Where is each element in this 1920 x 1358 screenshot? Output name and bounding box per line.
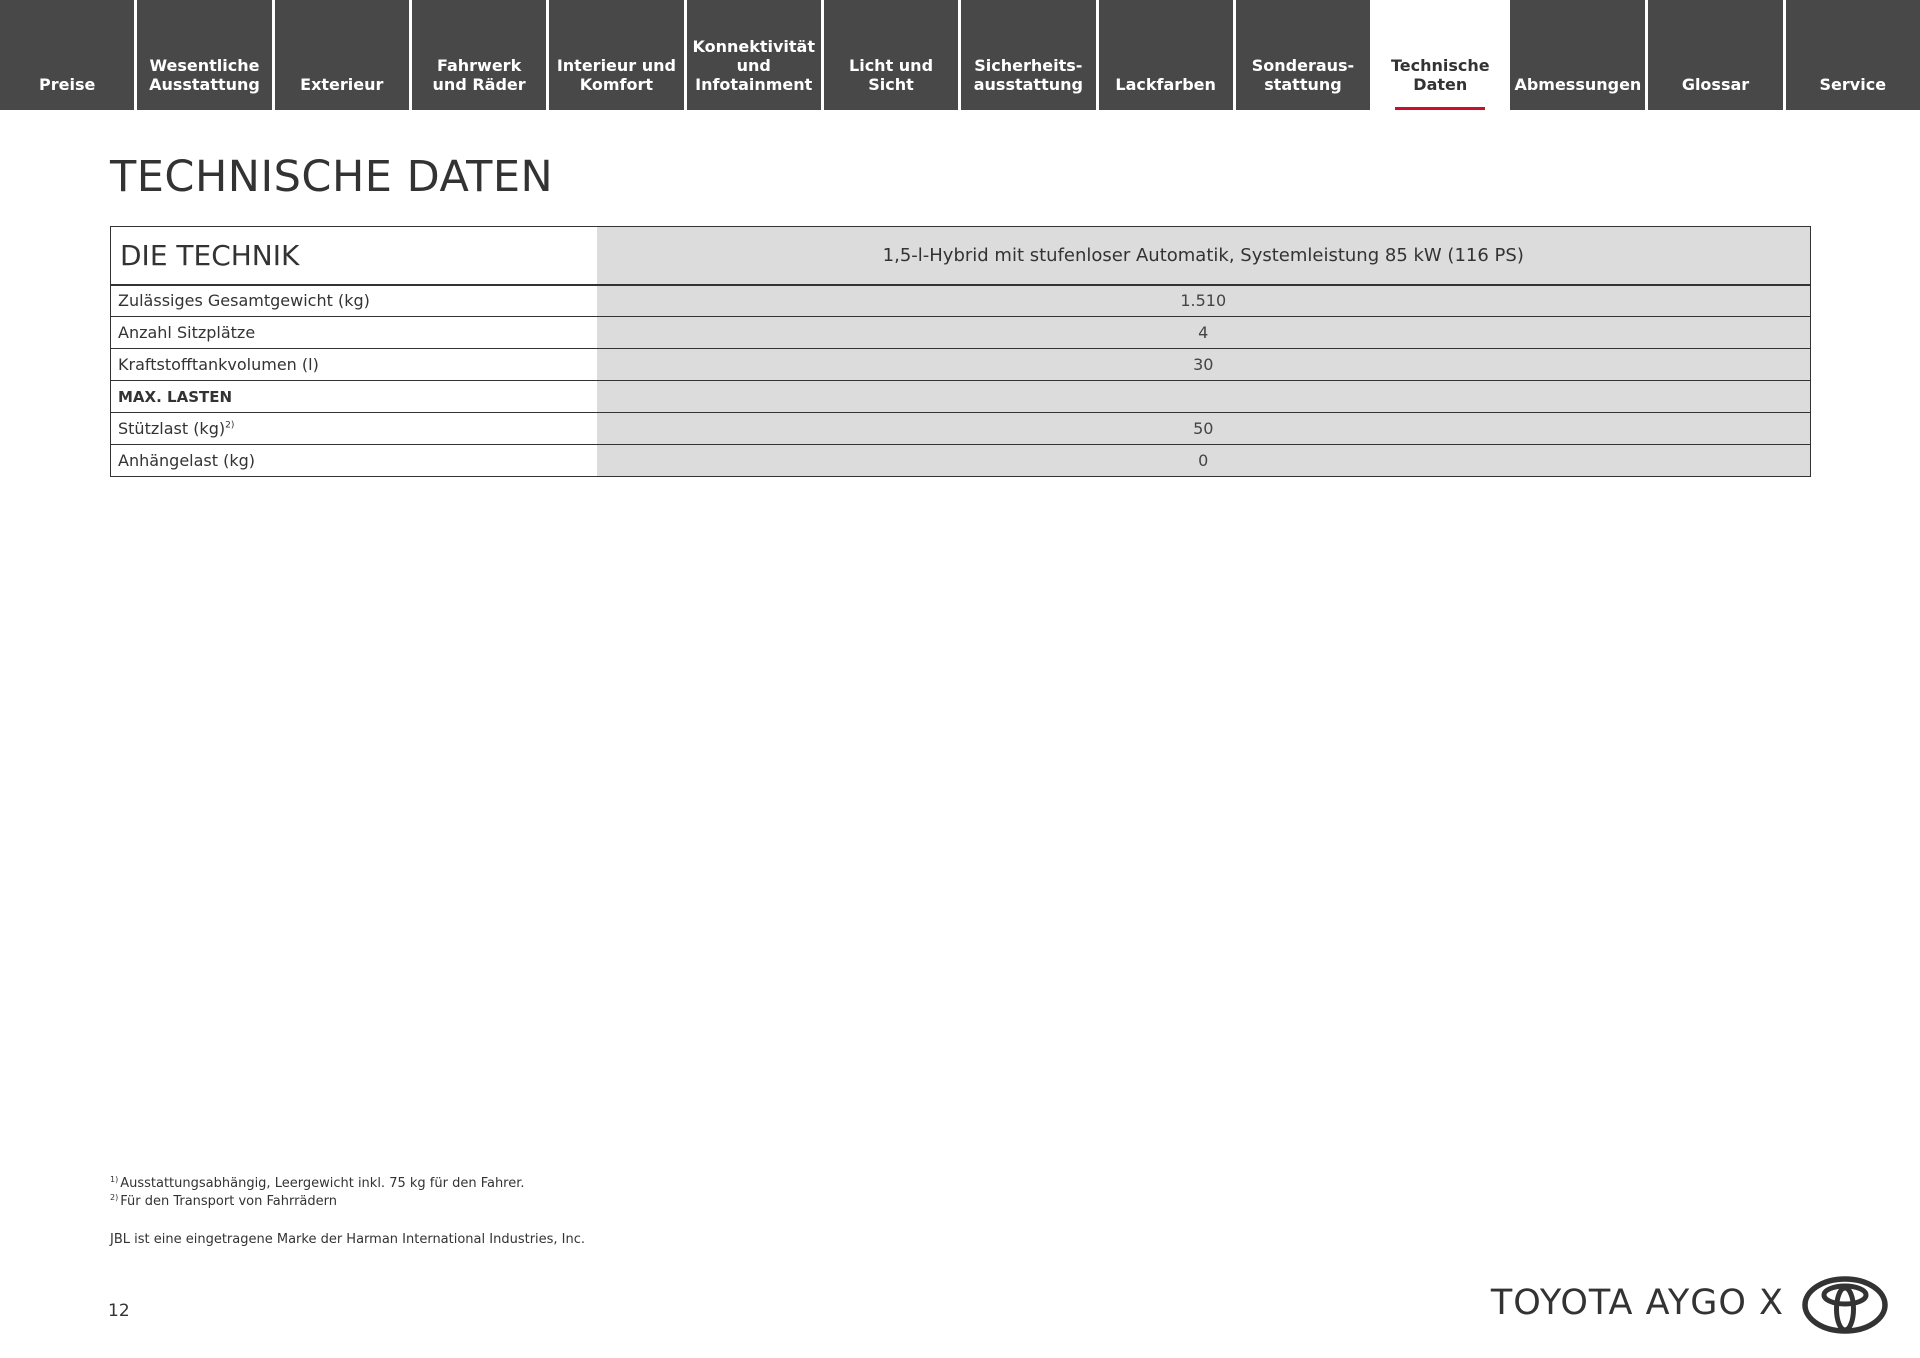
tab-konnektivitaet-und-infotainment[interactable]: Konnektivität und Infotainment [687,0,821,110]
tab-fahrwerk-und-raeder[interactable]: Fahrwerk und Räder [412,0,546,110]
table-row [111,285,1811,317]
table-header-row [111,227,1811,285]
row-label-text: Stützlast (kg) [118,419,226,438]
tab-service[interactable]: Service [1786,0,1920,110]
footnote [110,1193,585,1211]
footnote-ref: 2) [225,420,235,431]
footnotes [110,1175,585,1249]
row-value: 0 [597,445,1811,477]
footnote-mark: 2) [110,1192,119,1202]
tab-glossar[interactable]: Glossar [1648,0,1782,110]
tab-lackfarben[interactable]: Lackfarben [1099,0,1233,110]
row-label: Zulässiges Gesamtgewicht (kg) [111,285,597,317]
footnote-mark: 1) [110,1174,119,1184]
table-row [111,413,1811,445]
row-value: 30 [597,349,1811,381]
tab-preise[interactable]: Preise [0,0,134,110]
row-label: Kraftstofftankvolumen (l) [111,349,597,381]
table-row [111,317,1811,349]
footnote [110,1175,585,1193]
spec-table [110,226,1811,477]
tab-sicherheitsausstattung[interactable]: Sicherheits- ausstattung [961,0,1095,110]
brand-name: TOYOTA AYGO X [1490,1283,1784,1323]
table-row [111,349,1811,381]
row-label [111,413,597,445]
row-value: 50 [597,413,1811,445]
section-label: MAX. LASTEN [111,381,597,413]
row-label: Anzahl Sitzplätze [111,317,597,349]
row-value: 1.510 [597,285,1811,317]
footnote-text: Ausstattungsabhängig, Leergewicht inkl. 75 kg für den Fahrer. [120,1176,525,1191]
table-header-value: 1,5-l-Hybrid mit stufenloser Automatik, Systemleistung 85 kW (116 PS) [597,227,1811,285]
section-value [597,381,1811,413]
trademark-note: JBL ist eine eingetragene Marke der Harman International Industries, Inc. [110,1232,586,1247]
toyota-logo-icon [1802,1276,1888,1334]
page-number: 12 [108,1301,130,1321]
tab-exterieur[interactable]: Exterieur [275,0,409,110]
table-row [111,445,1811,477]
tab-technische-daten[interactable]: Technische Daten [1373,0,1507,110]
footnote-text: Für den Transport von Fahrrädern [120,1194,337,1209]
tab-sonderausstattung[interactable]: Sonderaus- stattung [1236,0,1370,110]
row-value: 4 [597,317,1811,349]
tab-licht-und-sicht[interactable]: Licht und Sicht [824,0,958,110]
page-title: TECHNISCHE DATEN [110,152,554,202]
table-header-label: DIE TECHNIK [111,227,597,285]
table-section-row [111,381,1811,413]
tab-wesentliche-ausstattung[interactable]: Wesentliche Ausstattung [137,0,271,110]
row-label: Anhängelast (kg) [111,445,597,477]
tab-abmessungen[interactable]: Abmessungen [1510,0,1645,110]
section-tab-bar [0,0,1920,110]
tab-interieur-und-komfort[interactable]: Interieur und Komfort [549,0,683,110]
